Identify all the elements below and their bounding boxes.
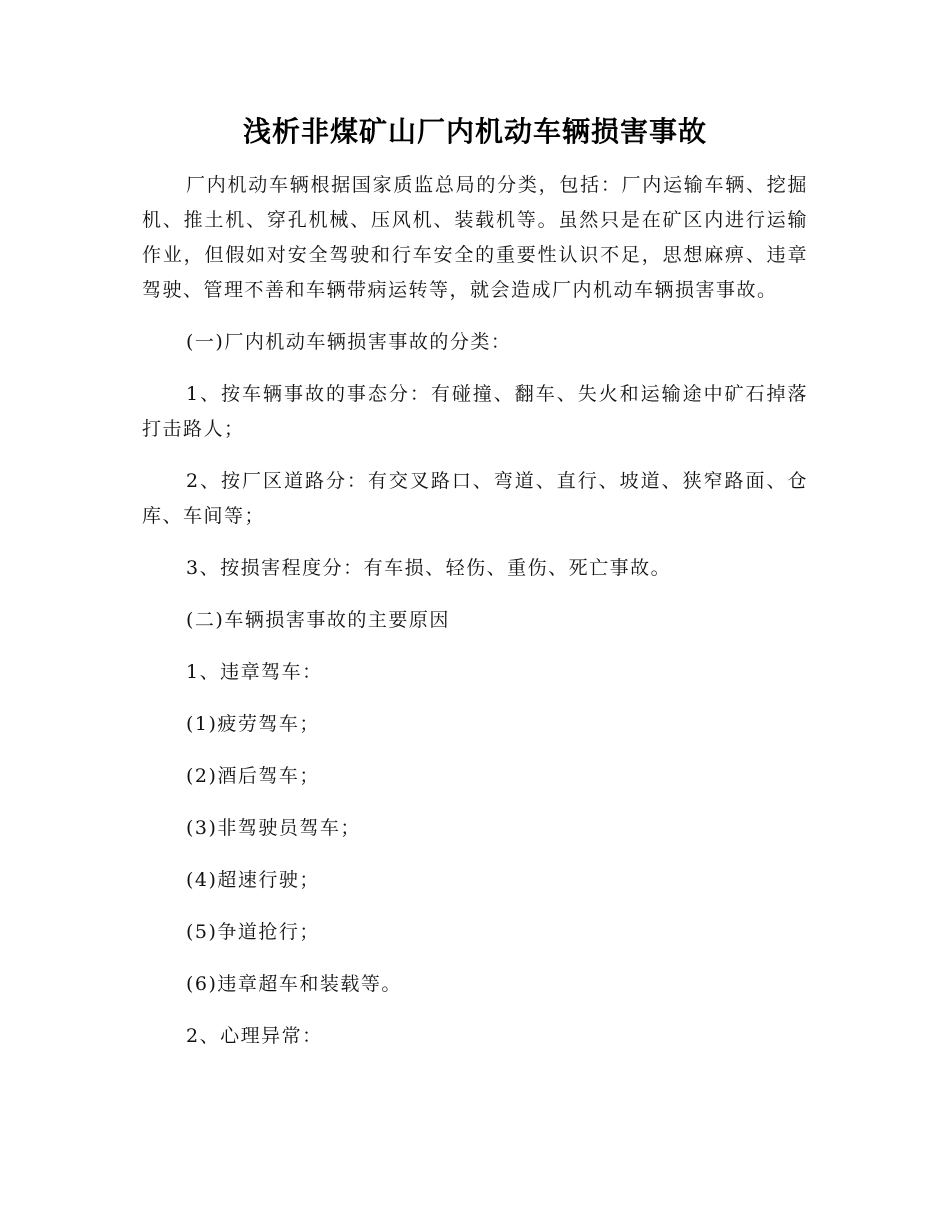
section-heading-1: (一)厂内机动车辆损害事故的分类： (186, 331, 512, 353)
classification-item-2: 2、按厂区道路分：有交叉路口、弯道、直行、坡道、狭窄路面、仓库、车间等； (142, 470, 808, 527)
section-heading-2: (二)车辆损害事故的主要原因 (186, 609, 450, 631)
sub-item-2: (2)酒后驾车； (186, 765, 320, 787)
document-body (142, 168, 808, 1071)
sub-item-1: (1)疲劳驾车； (186, 713, 320, 735)
cause-item-1: 1、违章驾车： (186, 661, 323, 683)
sub-item-4: (4)超速行驶； (186, 869, 320, 891)
classification-item-3: 3、按损害程度分：有车损、轻伤、重伤、死亡事故。 (186, 557, 672, 579)
sub-item-6: (6)违章超车和装载等。 (186, 973, 402, 995)
document-title: 浅析非煤矿山厂内机动车辆损害事故 (242, 115, 707, 148)
cause-item-2: 2、心理异常： (186, 1025, 323, 1047)
intro-paragraph: 厂内机动车辆根据国家质监总局的分类，包括：厂内运输车辆、挖掘机、推土机、穿孔机械、压风机、装载机等。虽然只是在矿区内进行运输作业，但假如对安全驾驶和行车安全的重要性认识不足，思想麻痹、违章驾驶、管理不善和车辆带病运转等，就会造成厂内机动车辆损害事故。 (142, 174, 808, 301)
sub-item-5: (5)争道抢行； (186, 921, 320, 943)
sub-item-3: (3)非驾驶员驾车； (186, 817, 361, 839)
classification-item-1: 1、按车辆事故的事态分：有碰撞、翻车、失火和运输途中矿石掉落打击路人； (142, 383, 808, 440)
